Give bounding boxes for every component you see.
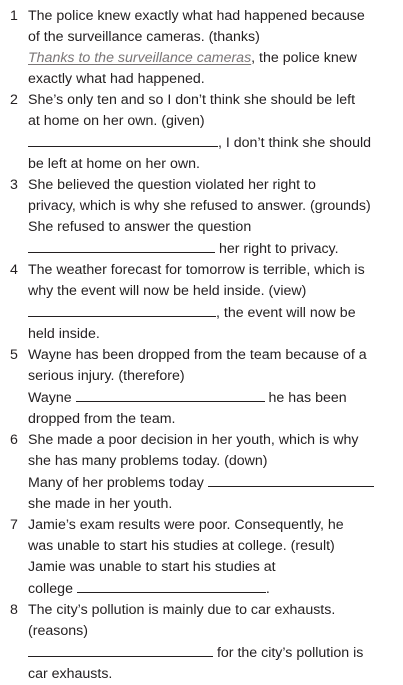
answer-text: , the police knew — [251, 50, 357, 66]
exercise-7 — [0, 515, 403, 600]
prompt-line: The police knew exactly what had happened because — [28, 8, 365, 24]
answer-blank[interactable] — [77, 578, 266, 593]
prompt-line: The city’s pollution is mainly due to car exhausts. — [28, 602, 336, 618]
answer-text: college — [28, 581, 73, 597]
exercise-number: 8 — [10, 602, 18, 618]
answer-blank[interactable] — [28, 132, 218, 147]
answer-text: . — [265, 581, 270, 597]
prompt-line: why the event will now be held inside. (view) — [28, 283, 307, 299]
answer-line — [28, 48, 395, 69]
prompt-line: serious injury. (therefore) — [28, 368, 185, 384]
exercise-number: 7 — [10, 517, 18, 533]
prompt-line: She believed the question violated her right to — [28, 177, 316, 193]
exercise-6 — [0, 430, 403, 515]
answer-line — [28, 302, 395, 324]
exercise-number: 4 — [10, 262, 18, 278]
exercise-2 — [0, 90, 403, 175]
exercise-number: 6 — [10, 432, 18, 448]
answer-text: she made in her youth. — [28, 496, 173, 512]
prompt-line: she has many problems today. (down) — [28, 453, 268, 469]
exercise-number: 3 — [10, 177, 18, 193]
prompt-line: Jamie’s exam results were poor. Consequently, he — [28, 517, 344, 533]
prompt-line: She made a poor decision in her youth, which is why — [28, 432, 359, 448]
example-answer: Thanks to the surveillance cameras — [28, 50, 252, 66]
answer-text: be left at home on her own. — [28, 156, 200, 172]
prompt-line: at home on her own. (given) — [28, 113, 205, 129]
exercise-number: 5 — [10, 347, 18, 363]
answer-blank[interactable] — [28, 302, 216, 317]
answer-blank[interactable] — [28, 642, 213, 657]
answer-text: car exhausts. — [28, 666, 113, 682]
exercise-8 — [0, 600, 403, 685]
exercise-4 — [0, 260, 403, 345]
prompt-line: privacy, which is why she refused to answer. (grounds) — [28, 198, 371, 214]
answer-line — [28, 238, 395, 260]
exercise-1 — [0, 6, 403, 90]
answer-text: her right to privacy. — [218, 241, 339, 257]
prompt-line: was unable to start his studies at college. (result) — [28, 538, 335, 554]
prompt-line: Wayne has been dropped from the team because of a — [28, 347, 367, 363]
prompt-line: of the surveillance cameras. (thanks) — [28, 29, 260, 45]
answer-line — [28, 578, 395, 600]
answer-text: , I don’t think she should — [218, 135, 372, 151]
answer-text: Many of her problems today — [28, 475, 204, 491]
exercise-number: 2 — [10, 92, 18, 108]
answer-text: Wayne — [28, 390, 72, 406]
prompt-line: The weather forecast for tomorrow is terrible, which is — [28, 262, 365, 278]
exercise-5 — [0, 345, 403, 430]
prompt-line: She refused to answer the question — [28, 219, 252, 235]
answer-text: held inside. — [28, 326, 100, 342]
answer-line — [28, 472, 395, 494]
answer-text: , the event will now be — [216, 305, 356, 321]
answer-blank[interactable] — [76, 387, 265, 402]
prompt-line: Jamie was unable to start his studies at — [28, 559, 276, 575]
answer-text: for the city’s pollution is — [216, 645, 364, 661]
exercise-number: 1 — [10, 8, 18, 24]
answer-text: exactly what had happened. — [28, 71, 205, 87]
prompt-line: (reasons) — [28, 623, 88, 639]
exercise-3 — [0, 175, 403, 260]
answer-blank[interactable] — [208, 472, 374, 487]
answer-line — [28, 387, 395, 409]
answer-line — [28, 132, 395, 154]
answer-line — [28, 642, 395, 664]
answer-blank[interactable] — [28, 238, 215, 253]
answer-text: dropped from the team. — [28, 411, 176, 427]
answer-text: he has been — [268, 390, 347, 406]
prompt-line: She’s only ten and so I don’t think she should be left — [28, 92, 356, 108]
